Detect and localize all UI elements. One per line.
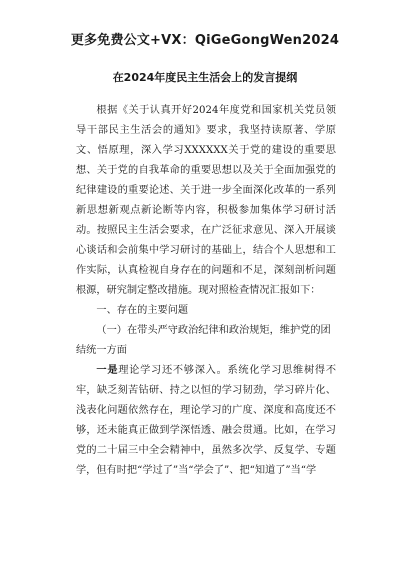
section-heading: 一、存在的主要问题 <box>96 305 189 316</box>
point-text: 理论学习还不够深入。系统化学习思维树得不牢，缺乏刻苦钻研、持之以恒的学习韧劲，学习碎片化、浅表化问题依然存在，理论学习的广度、深度和高度还不够，还未能真正做到学深悟透、融会贯通。比如，在学习党的二十届三中全会精神中，虽然多次学、反复学、专题学，但有时把“学过了”当“学会了”、把“知道了”当“学 <box>76 365 337 476</box>
subsection-heading: （一）在带头严守政治纪律和政治规矩，维护党的团结统一方面 <box>76 325 331 356</box>
watermark-header: 更多免费公文+VX：QiGeGongWen2024 <box>70 33 340 48</box>
point-paragraph <box>76 361 336 481</box>
document-title: 在2024年度民主生活会上的发言提纲 <box>112 71 298 84</box>
intro-paragraph: 根据《关于认真开好2024年度党和国家机关党员领导干部民主生活会的通知》要求，我坚持读原著、学原文、悟原理，深入学习XXXXXX关于党的建设的重要思想、关于党的自我革命的重要思想以及关于全面加强党的纪律建设的重要论述、关于进一步全面深化改革的一系列新思想新观点新论断等内容，积极参加集体学习研讨活动。按照民主生活会要求，在广泛征求意见、深入开展谈心谈话和会前集中学习研讨的基础上，结合个人思想和工作实际，认真检视自身存在的问题和不足，深刻剖析问题根源，研究制定整改措施。现对照检查情况汇报如下： <box>76 105 336 296</box>
point-lead: 一是 <box>96 365 119 376</box>
document-body <box>76 101 336 481</box>
